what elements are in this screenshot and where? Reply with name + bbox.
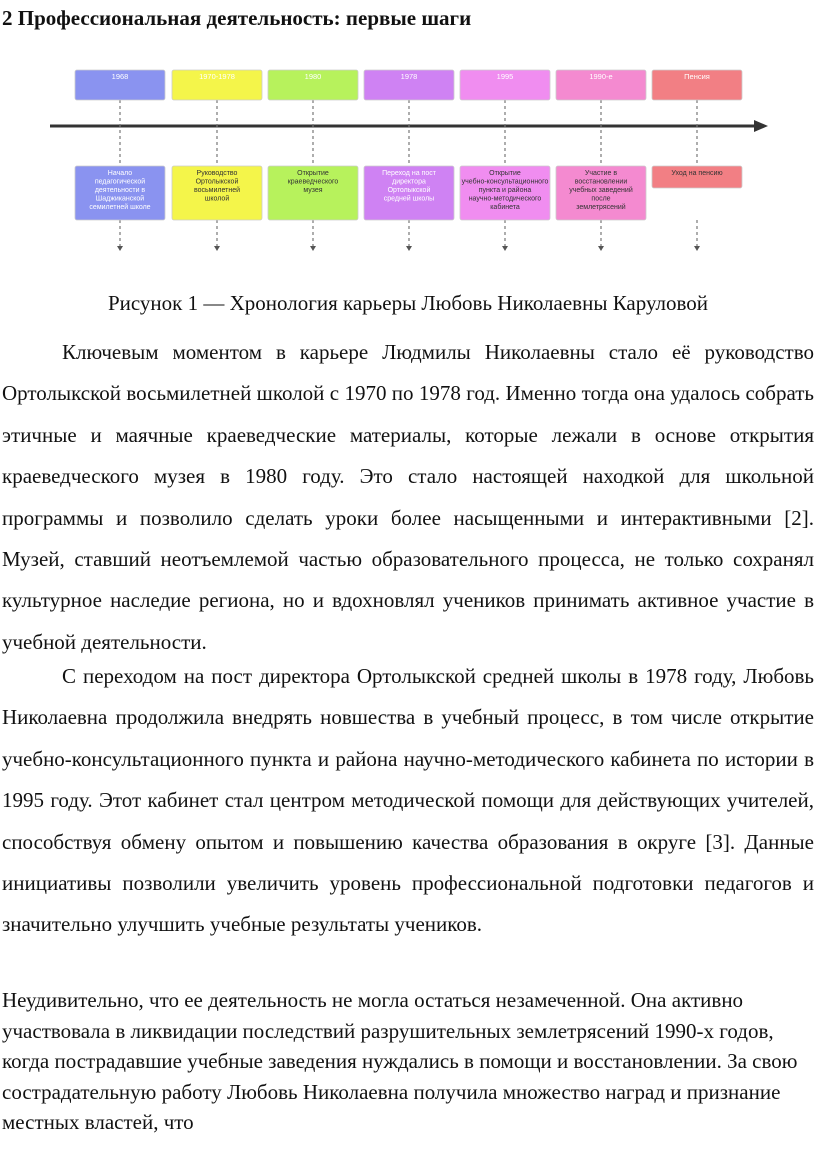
down-arrow-icon: [502, 246, 508, 251]
event-label-line: Ортолыкской: [387, 187, 431, 194]
event-label-line: кабинета: [490, 204, 520, 211]
event-label-line: музея: [303, 187, 323, 194]
year-label: 1970-1978: [199, 72, 235, 81]
down-arrow-icon: [310, 246, 316, 251]
event-label-line: Переход на пост: [382, 170, 436, 177]
event-label-line: директора: [392, 178, 426, 186]
year-label: 1980: [304, 72, 322, 81]
paragraph-director: С переходом на пост директора Ортолыкской средней школы в 1978 году, Любовь Николаевна продолжила внедрять новшества в учебный процесс, в том числе открытие учебно-консультационного пункта и района научно-методического кабинета по истории в 1995 году. Этот кабинет стал центром методической помощи для действующих учителей, способствуя обмену опытом и повышению качества образования в округе [3]. Данные инициативы позволили увеличить уровень профессиональной подготовки педагогов и значительно улучшить учебные результаты учеников.: [2, 664, 814, 937]
event-label-line: краеведческого: [287, 178, 339, 186]
event-label-line: средней школы: [383, 195, 435, 203]
paragraph-museum: Ключевым моментом в карьере Людмилы Николаевны стало её руководство Ортолыкской восьмилетней школой с 1970 по 1978 год. Именно тогда она удалось собрать этичные и маячные краеведческие материалы, которые лежали в основе открытия краеведческого музея в 1980 году. Это стало настоящей находкой для школьной программы и позволило сделать уроки более насыщенными и интерактивными [2]. Музей, ставший неотъемлемой частью образовательного процесса, не только сохранял культурное наследие региона, но и вдохновлял учеников принимать активное участие в учебной деятельности.: [2, 340, 814, 654]
event-label-line: Открытие: [297, 170, 329, 177]
event-label-line: учебных заведений: [569, 187, 633, 194]
down-arrow-icon: [117, 246, 123, 251]
down-arrow-icon: [406, 246, 412, 251]
event-label-line: учебно-консультационного: [461, 178, 549, 186]
event-label-line: пункта и района: [478, 187, 532, 194]
year-label: 1995: [496, 72, 514, 81]
event-label-line: Уход на пенсию: [671, 170, 723, 177]
event-label-line: Ортолыкской: [195, 178, 239, 186]
year-label: 1978: [400, 72, 418, 81]
axis-arrow-icon: [754, 120, 768, 132]
event-label-line: Руководство: [196, 170, 238, 177]
event-label-line: землетрясений: [576, 204, 626, 211]
event-label-line: восстановлении: [574, 178, 628, 186]
event-label-line: Начало: [107, 170, 133, 177]
event-label-line: семилетней школе: [89, 204, 151, 211]
down-arrow-icon: [694, 246, 700, 251]
figure-caption: Рисунок 1 — Хронология карьеры Любовь Николаевны Каруловой: [107, 291, 709, 315]
event-label-line: научно-методического: [468, 195, 542, 203]
section-heading: 2 Профессиональная деятельность: первые шаги: [2, 6, 472, 30]
paragraph-earthquake: Неудивительно, что ее деятельность не могла остаться незамеченной. Она активно участвовала в ликвидации последствий разрушительных землетрясений 1990-х годов, когда пострадавшие учебные заведения нуждались в помощи и восстановлении. За свою сострадательную работу Любовь Николаевна получила множество наград и признание местных властей, что: [2, 988, 798, 1134]
event-label-line: Участие в: [584, 170, 618, 177]
down-arrow-icon: [598, 246, 604, 251]
down-arrow-icon: [214, 246, 220, 251]
event-label-line: деятельности в: [94, 187, 146, 194]
year-label: 1968: [111, 72, 129, 81]
event-label-line: школой: [204, 195, 230, 203]
year-label: 1990-е: [589, 72, 613, 81]
event-label-line: педагогической: [94, 178, 146, 186]
year-label: Пенсия: [684, 72, 710, 81]
event-label-line: Открытие: [489, 170, 521, 177]
event-label-line: Шаджиканской: [95, 195, 145, 203]
event-label-line: восьмилетней: [193, 187, 241, 194]
event-label-line: после: [591, 195, 611, 203]
career-timeline: [50, 60, 774, 260]
